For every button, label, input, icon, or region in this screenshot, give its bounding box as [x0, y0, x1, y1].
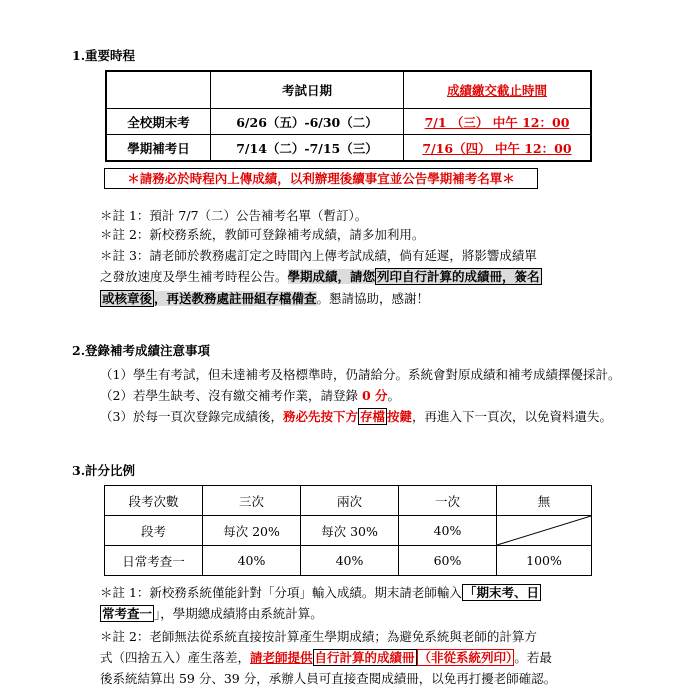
- calc-note-2-line-c: 後系統結算出 59 分、39 分，承辦人員可直接查閱成績冊，以免再打擾老師確認。: [100, 671, 557, 686]
- instruction-text: （3）於每一頁次登錄完成績後，: [100, 409, 283, 424]
- header-cell: 一次: [399, 486, 497, 516]
- calc-note-2-line-b: [100, 648, 552, 666]
- note-3-text: 之發放速度及學生補考時程公告。: [100, 269, 288, 284]
- calc-note-text: 」，學期總成績將由系統計算。: [154, 606, 323, 621]
- instruction-3: [100, 407, 612, 425]
- calc-note-2-line-a: ＊註 2：老師無法從系統直接按計算產生學期成績；為避免系統與老師的計算方: [100, 629, 537, 644]
- calc-note-boxed: 自行計算的成績冊: [314, 650, 415, 665]
- diagonal-line: [497, 516, 591, 545]
- instruction-1: （1）學生有考試，但未達補考及格標準時，仍請給分。系統會對原成績和補考成績擇優採計。: [100, 367, 621, 382]
- header-cell: 段考次數: [105, 486, 203, 516]
- row-label: 學期補考日: [106, 135, 211, 162]
- upload-notice: ＊請務必於時程內上傳成績，以利辦理後續事宜並公告學期補考名單＊: [104, 168, 538, 189]
- row-date: 6/26（五）-6/30（二）: [211, 109, 404, 135]
- table-cell: 40%: [399, 516, 497, 546]
- section1-title: 1.重要時程: [72, 48, 136, 63]
- calc-note-boxed: 常考查一: [102, 606, 153, 621]
- instruction-text: （2）若學生缺考、沒有繳交補考作業，請登錄: [100, 388, 362, 403]
- table-cell: 40%: [203, 546, 301, 576]
- instruction-emphasis: 務必先按下方: [282, 409, 358, 424]
- calc-note-emphasis: 請老師提供: [250, 650, 313, 665]
- instruction-emphasis: 按鍵: [387, 409, 413, 424]
- table-cell: 每次 30%: [301, 516, 399, 546]
- header-deadline: 成績繳交截止時間: [404, 71, 592, 109]
- table-cell: 100%: [497, 546, 592, 576]
- grading-ratio-table: [104, 485, 592, 576]
- section3-title: 3.計分比例: [72, 463, 136, 478]
- section2-title: 2.登錄補考成績注意事項: [72, 343, 211, 358]
- row-date: 7/14（二）-7/15（三）: [211, 135, 404, 162]
- row-label: 全校期末考: [106, 109, 211, 135]
- header-cell: 三次: [203, 486, 301, 516]
- row-deadline: 7/1 （三） 中午 12：00: [404, 109, 592, 135]
- calc-note-boxed-red: （非從系統列印）: [418, 650, 513, 665]
- row-label: 段考: [105, 516, 203, 546]
- instruction-text: ，再進入下一頁次，以免資料遺失。: [412, 409, 613, 424]
- header-cell: 兩次: [301, 486, 399, 516]
- note-3-line-c: [100, 289, 429, 307]
- instruction-2: [100, 386, 400, 404]
- note-3-boxed: 或核章後: [102, 291, 153, 306]
- calc-note-text: 。若最: [514, 650, 552, 665]
- note-1: ＊註 1：預計 7/7（二）公告補考名單（暫訂）。: [100, 208, 368, 223]
- calc-note-1-line-a: [100, 583, 541, 601]
- calc-note-boxed: 「期末考、日: [463, 585, 539, 600]
- table-cell: 60%: [399, 546, 497, 576]
- note-3-highlight: ，再送教務處註冊組存檔備查: [154, 291, 317, 306]
- calc-note-1-line-b: [100, 604, 323, 622]
- note-3-highlight: 學期成績，請您: [287, 269, 376, 284]
- note-3-boxed: 列印自行計算的成績冊，簽名: [377, 269, 540, 284]
- header-cell: 無: [497, 486, 592, 516]
- note-3-line-a: ＊註 3：請老師於教務處訂定之時間內上傳考試成績，倘有延遲，將影響成績單: [100, 248, 537, 263]
- row-deadline: 7/16（四） 中午 12：00: [404, 135, 592, 162]
- instruction-text: 。: [387, 388, 401, 403]
- calc-note-text: ＊註 1：新校務系統僅能針對「分項」輸入成績。期末請老師輸入: [100, 585, 462, 600]
- save-keyword: 存檔: [359, 409, 385, 424]
- diagonal-empty-cell: [497, 516, 592, 546]
- note-3-text: 。懇請協助，感謝！: [316, 291, 430, 306]
- table-cell: 每次 20%: [203, 516, 301, 546]
- row-label: 日常考查一: [105, 546, 203, 576]
- schedule-table: [105, 70, 592, 162]
- header-exam-date: 考試日期: [211, 71, 404, 109]
- calc-note-text: 式（四捨五入）產生落差，: [100, 650, 251, 665]
- note-3-line-b: [100, 267, 542, 285]
- note-2: ＊註 2：新校務系統，教師可登錄補考成績，請多加利用。: [100, 227, 425, 242]
- table-corner-cell: [106, 71, 211, 109]
- zero-score: 0 分: [361, 388, 388, 403]
- table-cell: 40%: [301, 546, 399, 576]
